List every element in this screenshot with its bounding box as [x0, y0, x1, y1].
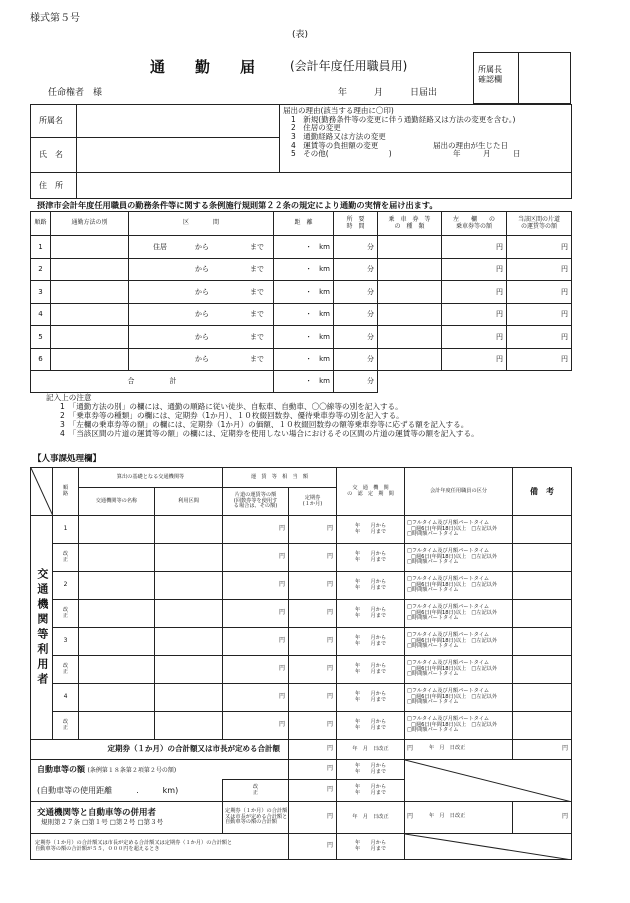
- hr-section-field[interactable]: [155, 516, 223, 544]
- notes: [46, 393, 479, 439]
- hr-org-field[interactable]: [79, 572, 155, 600]
- time-field[interactable]: 分: [334, 258, 378, 281]
- row-no: 1: [31, 236, 51, 259]
- reasons-title: 届出の理由(該当する理由に〇印): [283, 106, 394, 115]
- combined-label: 交通機関等と自動車等の併用者: [37, 807, 157, 818]
- car-slash-cell: [405, 760, 572, 802]
- hr-period-field[interactable]: 年 月から 年 月まで: [337, 544, 405, 572]
- form-number: 様式第５号: [30, 13, 80, 24]
- diagonal-cell: [31, 468, 53, 516]
- over-limit-label: 定期券（１か月）の合計額又は市長が定める合計額又は定期券（１か月）の合計額と 自動車等の額の合計額が５５，０００円を超えるとき: [31, 834, 289, 860]
- slash-line-icon: [405, 834, 572, 860]
- hr-remarks-field[interactable]: [513, 544, 572, 572]
- commute-row: [31, 303, 572, 326]
- row-no: 3: [31, 281, 51, 304]
- affiliation-label: 所属名: [31, 105, 77, 138]
- hr-col-org: 交通機関等の名称: [79, 488, 155, 516]
- car-revised-field[interactable]: 円: [289, 780, 337, 802]
- section-field[interactable]: [129, 303, 274, 326]
- hr-class-field[interactable]: □フルタイム及び月額パートタイム □週6日(年間18日)以上 □左記以外 □時間額パートタイム: [405, 656, 513, 684]
- time-field[interactable]: 分: [334, 348, 378, 371]
- notes-title: 記入上の注意: [46, 393, 92, 402]
- hr-oneway-field[interactable]: 円: [223, 684, 289, 712]
- hr-org-field[interactable]: [79, 628, 155, 656]
- hr-period-field[interactable]: 年 月から 年 月まで: [337, 628, 405, 656]
- ticket-type-field[interactable]: [378, 303, 442, 326]
- pass-total-label: 定期券（１か月）の合計額又は市長が定める合計額: [31, 740, 289, 760]
- col-time: 所 要 時 間: [334, 212, 378, 236]
- applicant-table: [30, 104, 572, 199]
- hr-remarks-field[interactable]: [513, 572, 572, 600]
- hr-org-field[interactable]: [79, 684, 155, 712]
- pass-total-revised-yen: 円: [407, 745, 414, 752]
- hr-col-remarks: 備 考: [513, 468, 572, 516]
- approval-box: [473, 52, 571, 104]
- hr-class-field[interactable]: □フルタイム及び月額パートタイム □週6日(年間18日)以上 □左記以外 □時間額パートタイム: [405, 628, 513, 656]
- hr-section-field[interactable]: [155, 572, 223, 600]
- section-field[interactable]: [129, 236, 274, 259]
- combined-rule[interactable]: 規則第２７条 □第１号 □第２号 □第３号: [41, 817, 164, 826]
- hr-period-field[interactable]: 年 月から 年 月まで: [337, 656, 405, 684]
- pass-total-final[interactable]: 円: [513, 740, 572, 760]
- ticket-amount-field[interactable]: 円: [442, 258, 507, 281]
- section-field[interactable]: [129, 326, 274, 349]
- time-field[interactable]: 分: [334, 281, 378, 304]
- hr-route-no: 2: [53, 572, 79, 600]
- ticket-type-field[interactable]: [378, 281, 442, 304]
- over-limit-period[interactable]: 年 月から 年 月まで: [337, 834, 405, 860]
- ticket-amount-field[interactable]: 円: [442, 348, 507, 371]
- hr-oneway-field[interactable]: 円: [223, 628, 289, 656]
- hr-pass-field[interactable]: 円: [289, 684, 337, 712]
- hr-oneway-field[interactable]: 円: [223, 516, 289, 544]
- car-revised-period[interactable]: 年 月から 年 月まで: [337, 780, 405, 802]
- made-label: まで: [250, 355, 264, 364]
- kara-label: から: [195, 287, 209, 296]
- reason-5[interactable]: 5 その他( ): [291, 149, 392, 159]
- method-field[interactable]: [51, 258, 129, 281]
- oneway-fare-field[interactable]: 円: [507, 348, 572, 371]
- hr-oneway-field[interactable]: 円: [223, 712, 289, 740]
- combined-revised-date: 年 月 日改正: [429, 813, 466, 819]
- ticket-amount-field[interactable]: 円: [442, 236, 507, 259]
- total-time[interactable]: 分: [334, 371, 378, 393]
- kara-label: から: [195, 355, 209, 364]
- pass-total-revised[interactable]: [405, 740, 513, 760]
- kara-label: から: [195, 332, 209, 341]
- hr-period-field[interactable]: 年 月から 年 月まで: [337, 572, 405, 600]
- oneway-fare-field[interactable]: 円: [507, 326, 572, 349]
- hr-oneway-field[interactable]: 円: [223, 572, 289, 600]
- hr-remarks-field[interactable]: [513, 628, 572, 656]
- reasons-cell: [280, 105, 572, 173]
- pass-total-revised-date: 年 月 日改正: [429, 745, 466, 751]
- hr-period-field[interactable]: 年 月から 年 月まで: [337, 600, 405, 628]
- hr-route-no: 3: [53, 628, 79, 656]
- hr-org-field[interactable]: [79, 600, 155, 628]
- car-amount-field[interactable]: 円: [289, 760, 337, 780]
- page-title: 通 勤 届: [150, 58, 256, 76]
- hr-org-field[interactable]: [79, 712, 155, 740]
- kara-label: から: [195, 310, 209, 319]
- ticket-amount-field[interactable]: 円: [442, 326, 507, 349]
- over-limit-amount[interactable]: 円: [289, 834, 337, 860]
- made-label: まで: [250, 310, 264, 319]
- hr-class-field[interactable]: □フルタイム及び月額パートタイム □週6日(年間18日)以上 □左記以外 □時間額パートタイム: [405, 712, 513, 740]
- hr-section-field[interactable]: [155, 712, 223, 740]
- ticket-type-field[interactable]: [378, 326, 442, 349]
- col-method: 通勤方法の別: [51, 212, 129, 236]
- hr-class-field[interactable]: □フルタイム及び月額パートタイム □週6日(年間18日)以上 □左記以外 □時間額パートタイム: [405, 516, 513, 544]
- hr-col-fare: 運 賃 等 相 当 額: [223, 468, 337, 488]
- occur-date-field[interactable]: 年 月 日: [453, 149, 521, 159]
- commute-row: [31, 326, 572, 349]
- page-subtitle: (会計年度任用職員用): [290, 59, 408, 73]
- hr-section-field[interactable]: [155, 628, 223, 656]
- car-distance-label[interactable]: (自動車等の使用距離 . km): [31, 780, 223, 802]
- oneway-fare-field[interactable]: 円: [507, 236, 572, 259]
- hr-remarks-field[interactable]: [513, 516, 572, 544]
- kaisei-label: 改 正: [53, 712, 79, 740]
- combined-date[interactable]: 年 月 日改正: [337, 802, 405, 834]
- hr-section-title: 【人事課処理欄】: [33, 454, 102, 464]
- note-2: 2 「乗車券等の種類」の欄には、定期券（1か月）、１０枚綴回数券、優待乗車券等の別を記入する。: [60, 411, 404, 421]
- hr-route-no: 1: [53, 516, 79, 544]
- hr-class-field[interactable]: □フルタイム及び月額パートタイム □週6日(年間18日)以上 □左記以外 □時間額パートタイム: [405, 544, 513, 572]
- distance-field[interactable]: ・ km: [274, 236, 334, 259]
- made-label: まで: [250, 242, 264, 251]
- hr-org-field[interactable]: [79, 516, 155, 544]
- commute-row: [31, 348, 572, 371]
- combined-amount[interactable]: 円: [289, 802, 337, 834]
- car-period-field[interactable]: 年 月から 年 月まで: [337, 760, 405, 780]
- submission-date: 年 月 日届出: [338, 88, 438, 98]
- hr-oneway-field[interactable]: 円: [223, 656, 289, 684]
- hr-pass-field[interactable]: 円: [289, 628, 337, 656]
- reason-1[interactable]: 1 新規(勤務条件等の変更に伴う通勤経路又は方法の変更を含む。): [291, 114, 516, 124]
- hr-pass-field[interactable]: 円: [289, 516, 337, 544]
- time-field[interactable]: 分: [334, 236, 378, 259]
- total-distance[interactable]: ・ km: [274, 371, 334, 393]
- hr-col-route: 順 路: [53, 468, 79, 516]
- hr-remarks-field[interactable]: [513, 600, 572, 628]
- col-distance: 距 離: [274, 212, 334, 236]
- oneway-fare-field[interactable]: 円: [507, 281, 572, 304]
- ticket-type-field[interactable]: [378, 348, 442, 371]
- note-3: 3 「左欄の乗車券等の額」の欄には、定期券（1か月）の価額、１０枚綴回数券の額等乗車券等に応ずる額を記入する。: [60, 420, 469, 430]
- hr-col-class: 会計年度任用職員の区分: [405, 468, 513, 516]
- kaisei-label: 改 正: [53, 600, 79, 628]
- distance-field[interactable]: ・ km: [274, 258, 334, 281]
- name-field[interactable]: [77, 138, 280, 173]
- col-ticket-amount: 左 欄 の 乗車券等の額: [442, 212, 507, 236]
- pass-total-field[interactable]: 円: [289, 740, 337, 760]
- reason-3[interactable]: 3 通勤経路又は方法の変更: [291, 131, 386, 141]
- hr-period-field[interactable]: 年 月から 年 月まで: [337, 516, 405, 544]
- col-section: 区 間: [129, 212, 274, 236]
- hr-route-no: 4: [53, 684, 79, 712]
- combined-revised[interactable]: [405, 802, 513, 834]
- row-no: 2: [31, 258, 51, 281]
- commute-row: [31, 258, 572, 281]
- hr-pass-field[interactable]: 円: [289, 712, 337, 740]
- total-label: 合 計: [31, 371, 274, 393]
- method-field[interactable]: [51, 281, 129, 304]
- ticket-amount-field[interactable]: 円: [442, 303, 507, 326]
- hr-org-field[interactable]: [79, 544, 155, 572]
- hr-col-oneway: 片道の運賃等の額 (回数券等を使用す る場合は、その額): [223, 488, 289, 516]
- ticket-type-field[interactable]: [378, 258, 442, 281]
- name-label: 氏 名: [31, 138, 77, 173]
- hr-col-section: 利用区間: [155, 488, 223, 516]
- combined-final[interactable]: 円: [513, 802, 572, 834]
- hr-pass-field[interactable]: 円: [289, 544, 337, 572]
- ticket-type-field[interactable]: [378, 236, 442, 259]
- hr-oneway-field[interactable]: 円: [223, 600, 289, 628]
- from-label: 住居: [153, 242, 167, 251]
- section-field[interactable]: [129, 348, 274, 371]
- occur-date-label: 届出の理由が生じた日: [433, 140, 508, 150]
- combined-cell: [31, 802, 223, 834]
- car-kaisei-label: 改 正: [223, 780, 289, 802]
- hr-pass-field[interactable]: 円: [289, 600, 337, 628]
- address-field[interactable]: [77, 173, 572, 199]
- distance-field[interactable]: ・ km: [274, 326, 334, 349]
- combined-desc: 定期券（１か月）の合計額 又は市長が定める合計額と 自動車等の額の合計額: [223, 802, 289, 834]
- approval-label: 所属長 確認欄: [478, 65, 502, 85]
- front-label: (表): [292, 30, 309, 40]
- kaisei-label: 改 正: [53, 544, 79, 572]
- made-label: まで: [250, 287, 264, 296]
- made-label: まで: [250, 265, 264, 274]
- car-amount-cell: [31, 760, 289, 780]
- oneway-fare-field[interactable]: 円: [507, 303, 572, 326]
- hr-org-field[interactable]: [79, 656, 155, 684]
- hr-class-field[interactable]: □フルタイム及び月額パートタイム □週6日(年間18日)以上 □左記以外 □時間額パートタイム: [405, 600, 513, 628]
- commute-table: [30, 211, 572, 393]
- kara-label: から: [195, 242, 209, 251]
- section-field[interactable]: [129, 281, 274, 304]
- time-field[interactable]: 分: [334, 303, 378, 326]
- row-no: 4: [31, 303, 51, 326]
- distance-field[interactable]: ・ km: [274, 348, 334, 371]
- hr-period-field[interactable]: 年 月から 年 月まで: [337, 684, 405, 712]
- car-amount-label: 自動車等の額: [37, 764, 85, 774]
- pass-total-date[interactable]: 年 月 日改正: [337, 740, 405, 760]
- reason-4[interactable]: 4 運賃等の負担額の変更: [291, 140, 379, 150]
- method-field[interactable]: [51, 236, 129, 259]
- distance-field[interactable]: ・ km: [274, 303, 334, 326]
- car-rule-label: (条例第１８条第２項第２号の額): [87, 766, 177, 774]
- affiliation-field[interactable]: [77, 105, 280, 138]
- ticket-amount-field[interactable]: 円: [442, 281, 507, 304]
- hr-remarks-field[interactable]: [513, 656, 572, 684]
- reason-2[interactable]: 2 住居の変更: [291, 123, 341, 133]
- kaisei-label: 改 正: [53, 656, 79, 684]
- appointer-label: 任命権者 様: [48, 88, 103, 98]
- hr-pass-field[interactable]: 円: [289, 656, 337, 684]
- col-route: 順路: [31, 212, 51, 236]
- method-field[interactable]: [51, 348, 129, 371]
- made-label: まで: [250, 332, 264, 341]
- hr-section-field[interactable]: [155, 656, 223, 684]
- commute-row: [31, 281, 572, 304]
- address-label: 住 所: [31, 173, 77, 199]
- hr-remarks-field[interactable]: [513, 712, 572, 740]
- col-oneway-fare: 当該区間の片道 の運賃等の額: [507, 212, 572, 236]
- declaration-text: 摂津市会計年度任用職員の勤務条件等に関する条例施行規則第２２条の規定により通勤の実情を届け出ます。: [37, 200, 438, 210]
- hr-class-field[interactable]: □フルタイム及び月額パートタイム □週6日(年間18日)以上 □左記以外 □時間額パートタイム: [405, 572, 513, 600]
- transport-user-label: 交通機関等利用者: [31, 516, 53, 740]
- hr-col-period: 交 通 機 関 の 認 定 期 間: [337, 468, 405, 516]
- commute-row: [31, 236, 572, 259]
- row-no: 5: [31, 326, 51, 349]
- hr-remarks-field[interactable]: [513, 684, 572, 712]
- hr-section-field[interactable]: [155, 544, 223, 572]
- hr-col-pass: 定期券 (１か月): [289, 488, 337, 516]
- hr-col-basis: 算出の基礎となる交通機関等: [79, 468, 223, 488]
- section-field[interactable]: [129, 258, 274, 281]
- col-ticket-type: 乗 車 券 等 の 種 類: [378, 212, 442, 236]
- note-1: 1 「通勤方法の別」の欄には、通勤の順路に従い徒歩、自転車、自動車、〇〇線等の別を記入する。: [60, 402, 403, 412]
- hr-section-field[interactable]: [155, 684, 223, 712]
- hr-pass-field[interactable]: 円: [289, 572, 337, 600]
- oneway-fare-field[interactable]: 円: [507, 258, 572, 281]
- hr-table: [30, 467, 572, 860]
- over-slash-cell: [405, 834, 572, 860]
- method-field[interactable]: [51, 303, 129, 326]
- diagonal-line-icon: [31, 468, 53, 516]
- time-field[interactable]: 分: [334, 326, 378, 349]
- row-no: 6: [31, 348, 51, 371]
- distance-field[interactable]: ・ km: [274, 281, 334, 304]
- note-4: 4 「当該区間の片道の運賃等の額」の欄には、定期券を使用しない場合におけるその区間の片道の運賃等の額を記入する。: [60, 429, 479, 439]
- hr-period-field[interactable]: 年 月から 年 月まで: [337, 712, 405, 740]
- hr-oneway-field[interactable]: 円: [223, 544, 289, 572]
- hr-section-field[interactable]: [155, 600, 223, 628]
- method-field[interactable]: [51, 326, 129, 349]
- combined-revised-yen: 円: [407, 813, 414, 820]
- kara-label: から: [195, 265, 209, 274]
- slash-line-icon: [405, 760, 572, 802]
- hr-class-field[interactable]: □フルタイム及び月額パートタイム □週6日(年間18日)以上 □左記以外 □時間額パートタイム: [405, 684, 513, 712]
